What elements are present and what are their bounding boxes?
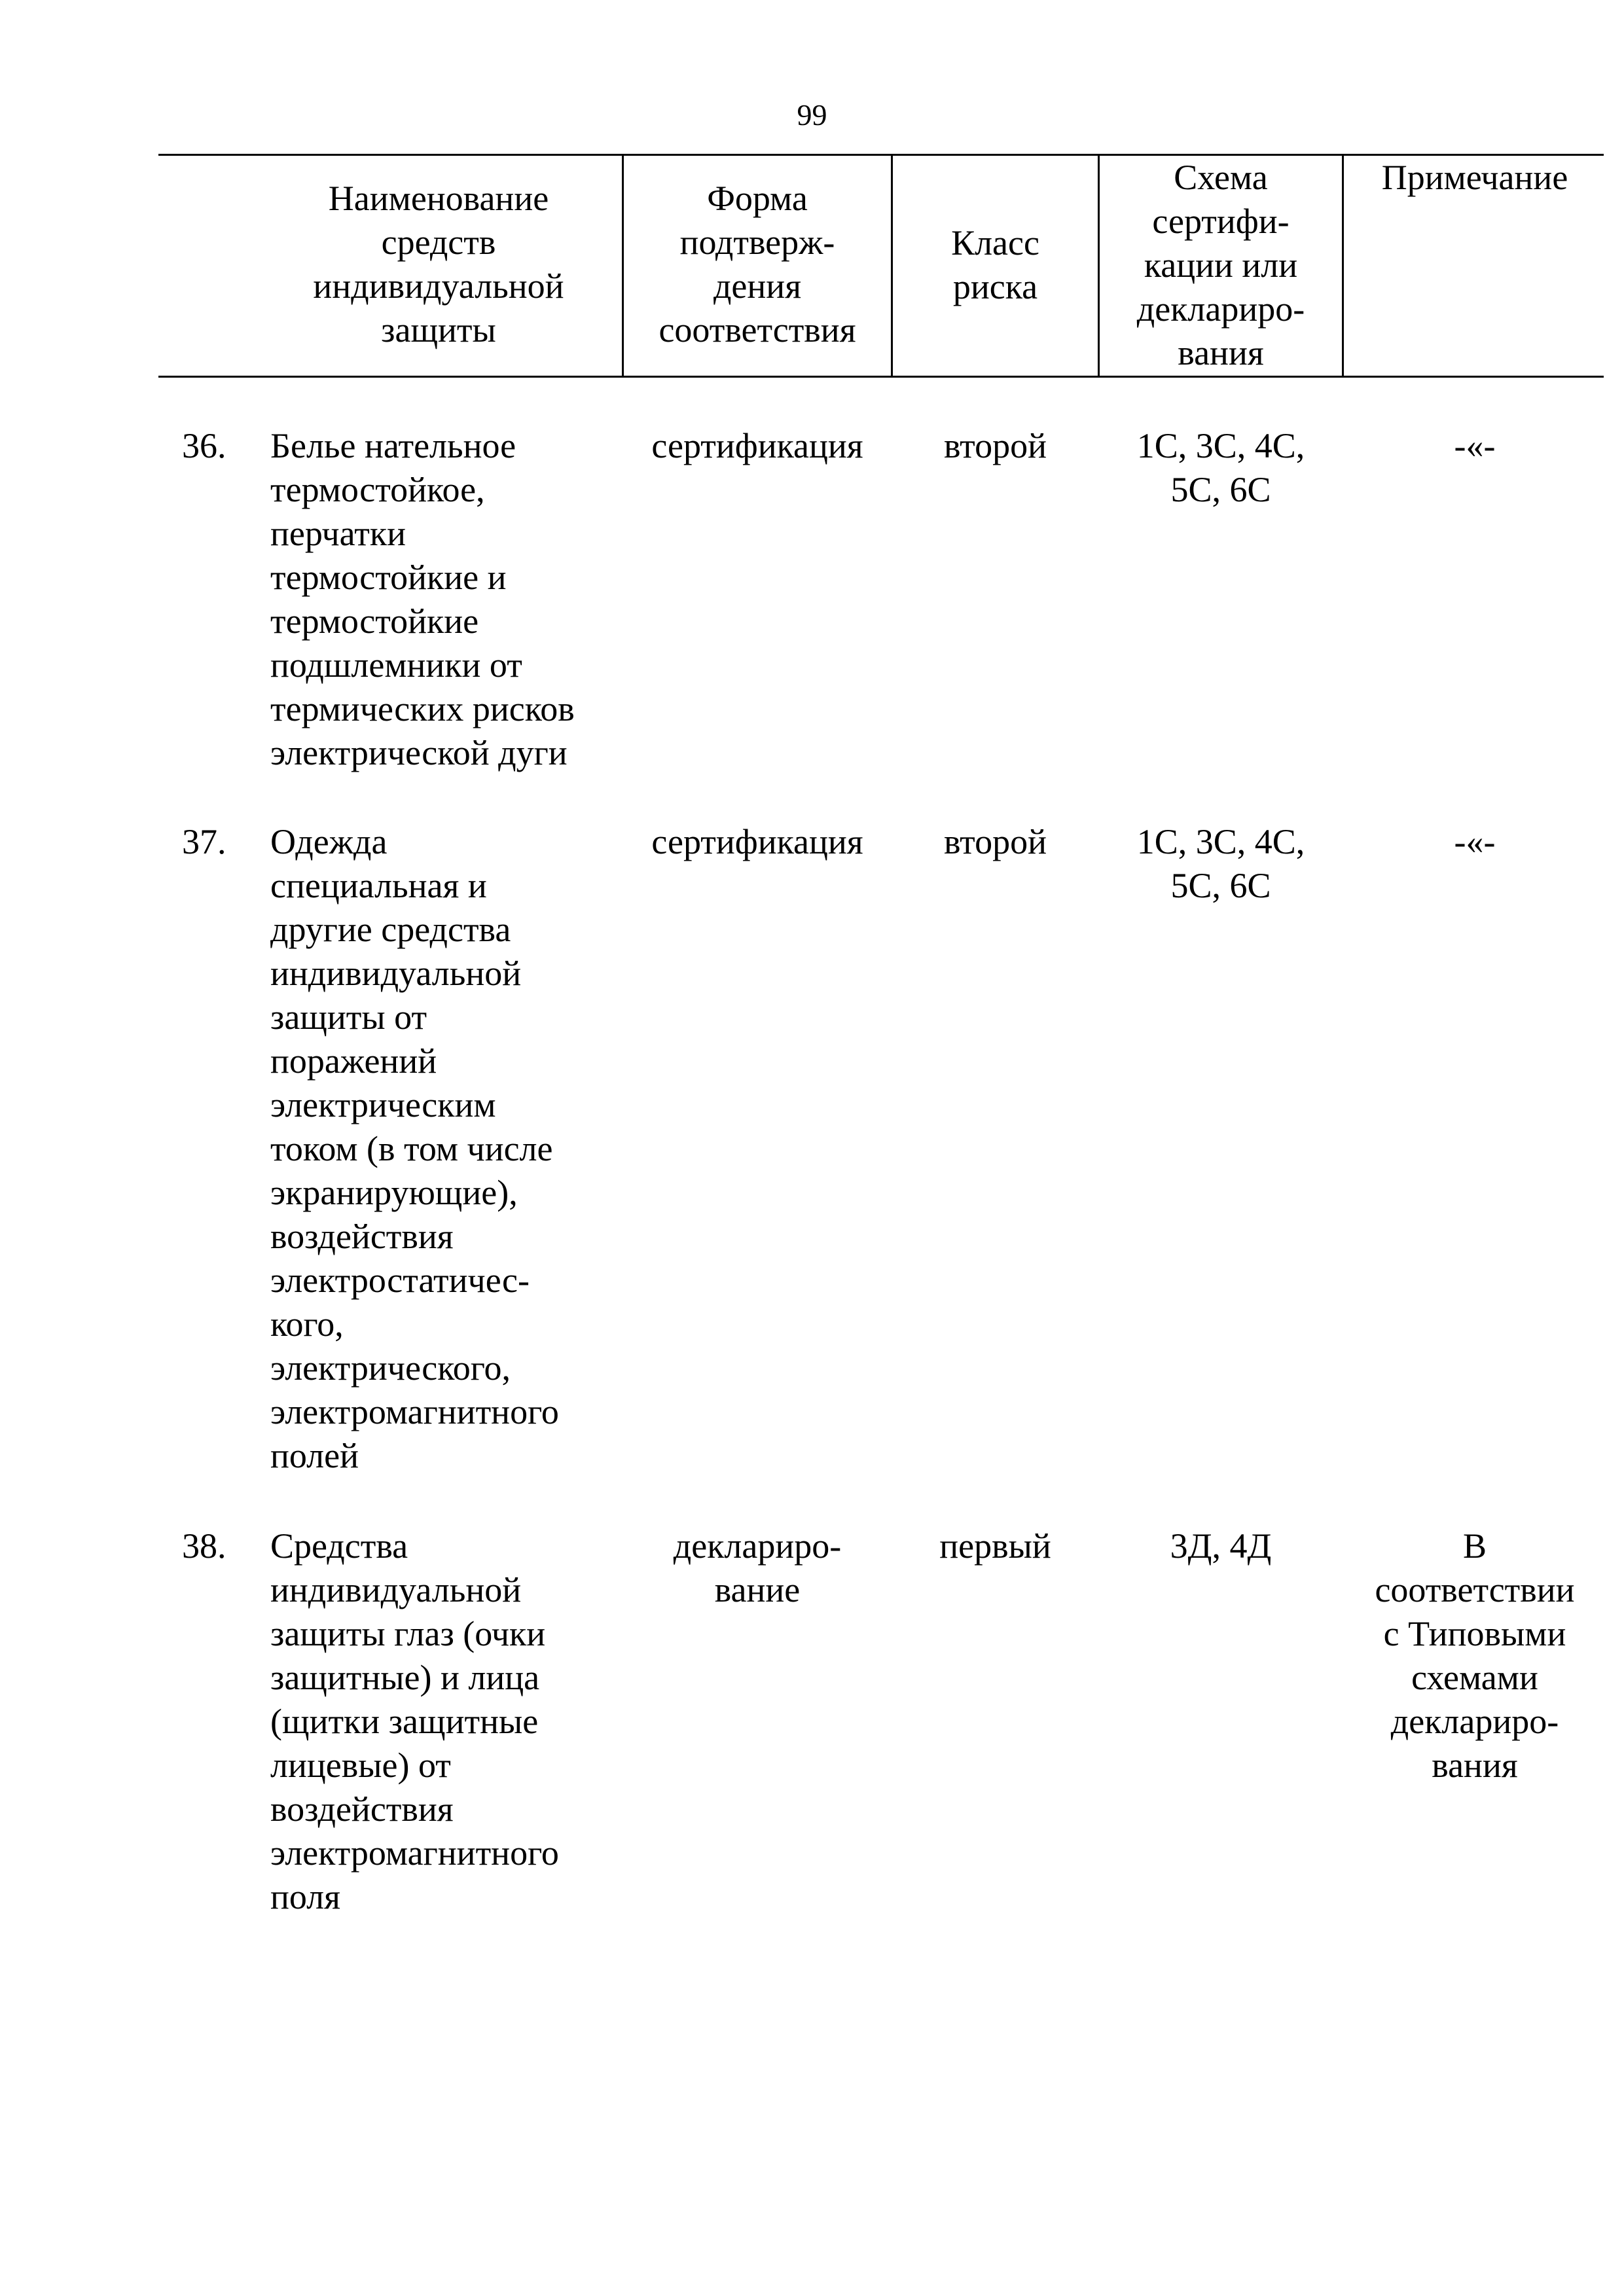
header-form: Форма подтверж- дения соответствия (659, 179, 856, 350)
header-scheme: Схема сертифи- кации или деклариро- вания (1136, 158, 1305, 372)
row-number: 37. (182, 822, 226, 861)
row-note: -«- (1454, 822, 1496, 861)
row-risk-class: второй (944, 822, 1047, 861)
page-number: 99 (797, 98, 827, 132)
row-scheme: 1С, 3С, 4С, 5С, 6С (1136, 426, 1305, 509)
row-scheme: 3Д, 4Д (1170, 1526, 1272, 1566)
row-number: 38. (182, 1526, 226, 1566)
row-note: -«- (1454, 426, 1496, 465)
row-scheme: 1С, 3С, 4С, 5С, 6С (1136, 822, 1305, 905)
row-number: 36. (182, 426, 226, 465)
table-header-bottom-border (158, 376, 1604, 378)
row-note: В соответствии с Типовыми схемами деклариро- вания (1375, 1526, 1575, 1785)
row-risk-class: первый (939, 1526, 1051, 1566)
header-name: Наименование средств индивидуальной защиты (313, 179, 564, 350)
row-name: Средства индивидуальной защиты глаз (очки защитные) и лица (щитки защитные лицевые) от воздействия электромагнитного поля (270, 1526, 559, 1916)
row-form: сертификация (651, 426, 863, 465)
row-name: Одежда специальная и другие средства индивидуальной защиты от поражений электрическим током (в том числе экранирующие), воздействия электростатичес- кого, электрического, электромагнитного полей (270, 822, 559, 1475)
row-form: деклариро- вание (673, 1526, 842, 1609)
header-risk-class: Класс риска (951, 223, 1039, 306)
row-form: сертификация (651, 822, 863, 861)
row-risk-class: второй (944, 426, 1047, 465)
header-note: Примечание (1381, 158, 1568, 197)
row-name: Белье нательное термостойкое, перчатки термостойкие и термостойкие подшлемники от термических рисков электрической дуги (270, 426, 575, 772)
